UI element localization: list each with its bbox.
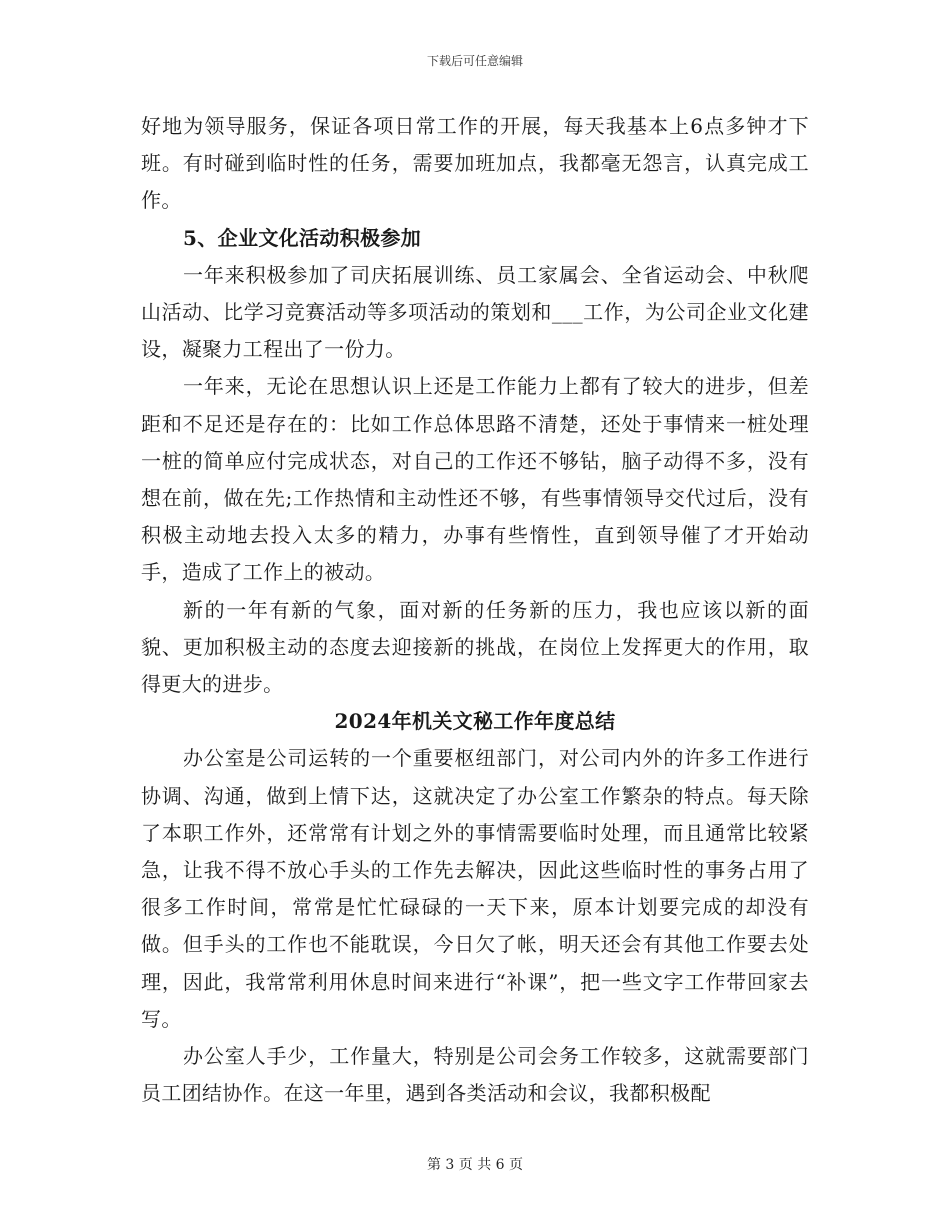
paragraph-continued: 好地为领导服务，保证各项日常工作的开展，每天我基本上6点多钟才下班。有时碰到临时性的任务，需要加班加点，我都毫无怨言，认真完成工作。 [141, 114, 809, 213]
paragraph-team: 办公室人手少，工作量大，特别是公司会务工作较多，这就需要部门员工团结协作。在这一年里，遇到各类活动和会议，我都积极配 [141, 1044, 809, 1106]
paragraph-new-year: 新的一年有新的气象，面对新的任务新的压力，我也应该以新的面貌、更加积极主动的态度去迎接新的挑战，在岗位上发挥更大的作用，取得更大的进步。 [141, 597, 809, 697]
page-footer: 第 3 页 共 6 页 [426, 1157, 524, 1173]
section-heading-culture: 5、企业文化活动积极参加 [183, 225, 422, 250]
paragraph-culture: 一年来积极参加了司庆拓展训练、员工家属会、全省运动会、中秋爬山活动、比学习竞赛活动等多项活动的策划和___工作，为公司企业文化建设，凝聚力工程出了一份力。 [141, 262, 809, 362]
page-header: 下载后可任意编辑 [426, 54, 523, 68]
document-body [141, 108, 809, 1112]
document-title: 2024年机关文秘工作年度总结 [334, 709, 616, 734]
paragraph-office: 办公室是公司运转的一个重要枢纽部门，对公司内外的许多工作进行协调、沟通，做到上情下达，这就决定了办公室工作繁杂的特点。每天除了本职工作外，还常常有计划之外的事情需要临时处理，而且通常比较紧急，让我不得不放心手头的工作先去解决，因此这些临时性的事务占用了很多工作时间，常常是忙忙碌碌的一天下来，原本计划要完成的却没有做。但手头的工作也不能耽误，今日欠了帐，明天还会有其他工作要去处理，因此，我常常利用休息时间来进行“补课”，把一些文字工作带回家去写。 [141, 746, 809, 1031]
paragraph-shortcomings: 一年来，无论在思想认识上还是工作能力上都有了较大的进步，但差距和不足还是存在的：比如工作总体思路不清楚，还处于事情来一桩处理一桩的简单应付完成状态，对自己的工作还不够钻，脑子动得不多，没有想在前，做在先;工作热情和主动性还不够，有些事情领导交代过后，没有积极主动地去投入太多的精力，办事有些惰性，直到领导催了才开始动手，造成了工作上的被动。 [141, 374, 809, 585]
